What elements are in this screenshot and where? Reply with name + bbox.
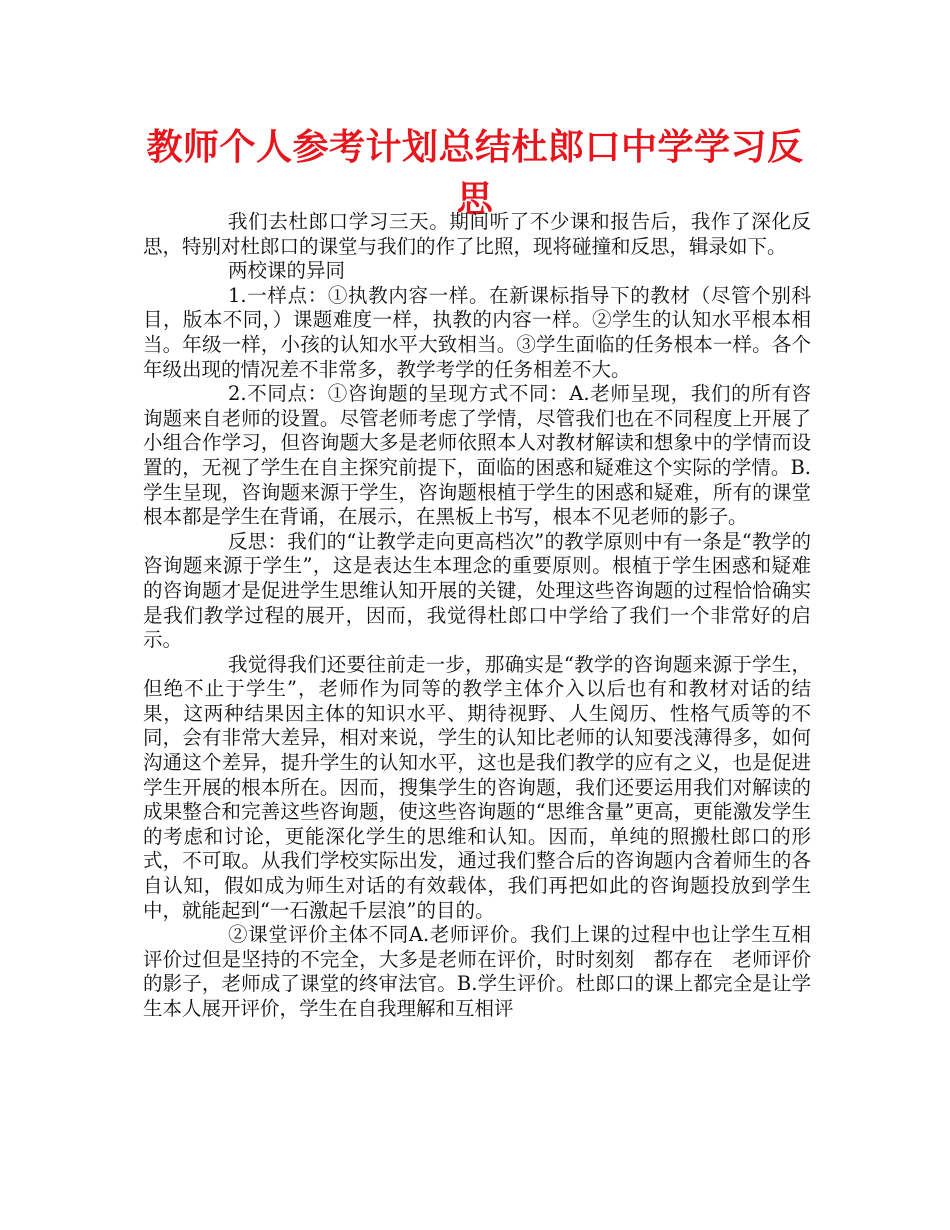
document-body	[143, 210, 811, 1022]
paragraph-reflection: 反思：我们的“让教学走向更高档次”的教学原则中有一条是“教学的咨询题来源于学生”，这是表达生本理念的重要原则。根植于学生困惑和疑难的咨询题才是促进学生思维认知开展的关键，处理这些咨询题的过程恰恰确实是我们教学过程的展开，因而，我觉得杜郎口中学给了我们一个非常好的启示。	[143, 529, 811, 652]
paragraph-further-thoughts: 我觉得我们还要往前走一步，那确实是“教学的咨询题来源于学生，但绝不止于学生”，老师作为同等的教学主体介入以后也有和教材对话的结果，这两种结果因主体的知识水平、期待视野、人生阅历、性格气质等的不同，会有非常大差异，相对来说，学生的认知比老师的认知要浅薄得多，如何沟通这个差异，提升学生的认知水平，这也是我们教学的应有之义，也是促进学生开展的根本所在。因而，搜集学生的咨询题，我们还要运用我们对解读的成果整合和完善这些咨询题，使这些咨询题的“思维含量”更高，更能激发学生的考虑和讨论，更能深化学生的思维和认知。因而，单纯的照搬杜郎口的形式，不可取。从我们学校实际出发，通过我们整合后的咨询题内含着师生的各自认知，假如成为师生对话的有效载体，我们再把如此的咨询题投放到学生中，就能起到“一石激起千层浪”的目的。	[143, 652, 811, 922]
paragraph-differences: 2.不同点：①咨询题的呈现方式不同：A.老师呈现，我们的所有咨询题来自老师的设置。尽管老师考虑了学情，尽管我们也在不同程度上开展了小组合作学习，但咨询题大多是老师依照本人对教材解读和想象中的学情而设置的，无视了学生在自主探究前提下，面临的困惑和疑难这个实际的学情。B.学生呈现，咨询题来源于学生，咨询题根植于学生的困惑和疑难，所有的课堂根本都是学生在背诵，在展示，在黑板上书写，根本不见老师的影子。	[143, 382, 811, 529]
document-title: 教师个人参考计划总结杜郎口中学学习反思	[146, 127, 804, 220]
paragraph-intro: 我们去杜郎口学习三天。期间听了不少课和报告后，我作了深化反思，特别对杜郎口的课堂与我们的作了比照，现将碰撞和反思，辑录如下。	[143, 210, 811, 258]
paragraph-evaluation: ②课堂评价主体不同A.老师评价。我们上课的过程中也让学生互相评价过但是坚持的不完全，大多是老师在评价，时时刻刻 都存在 老师评价的影子，老师成了课堂的终审法官。B.学生评价。杜郎口的课上都完全是让学生本人展开评价，学生在自我理解和互相评	[143, 923, 811, 1020]
section-heading: 两校课的异同	[228, 259, 346, 283]
paragraph-similarities: 1.一样点：①执教内容一样。在新课标指导下的教材（尽管个别科目，版本不同，）课题难度一样，执教的内容一样。②学生的认知水平根本相当。年级一样，小孩的认知水平大致相当。③学生面临的任务根本一样。各个年级出现的情况差不非常多，教学考学的任务相差不大。	[143, 283, 811, 381]
